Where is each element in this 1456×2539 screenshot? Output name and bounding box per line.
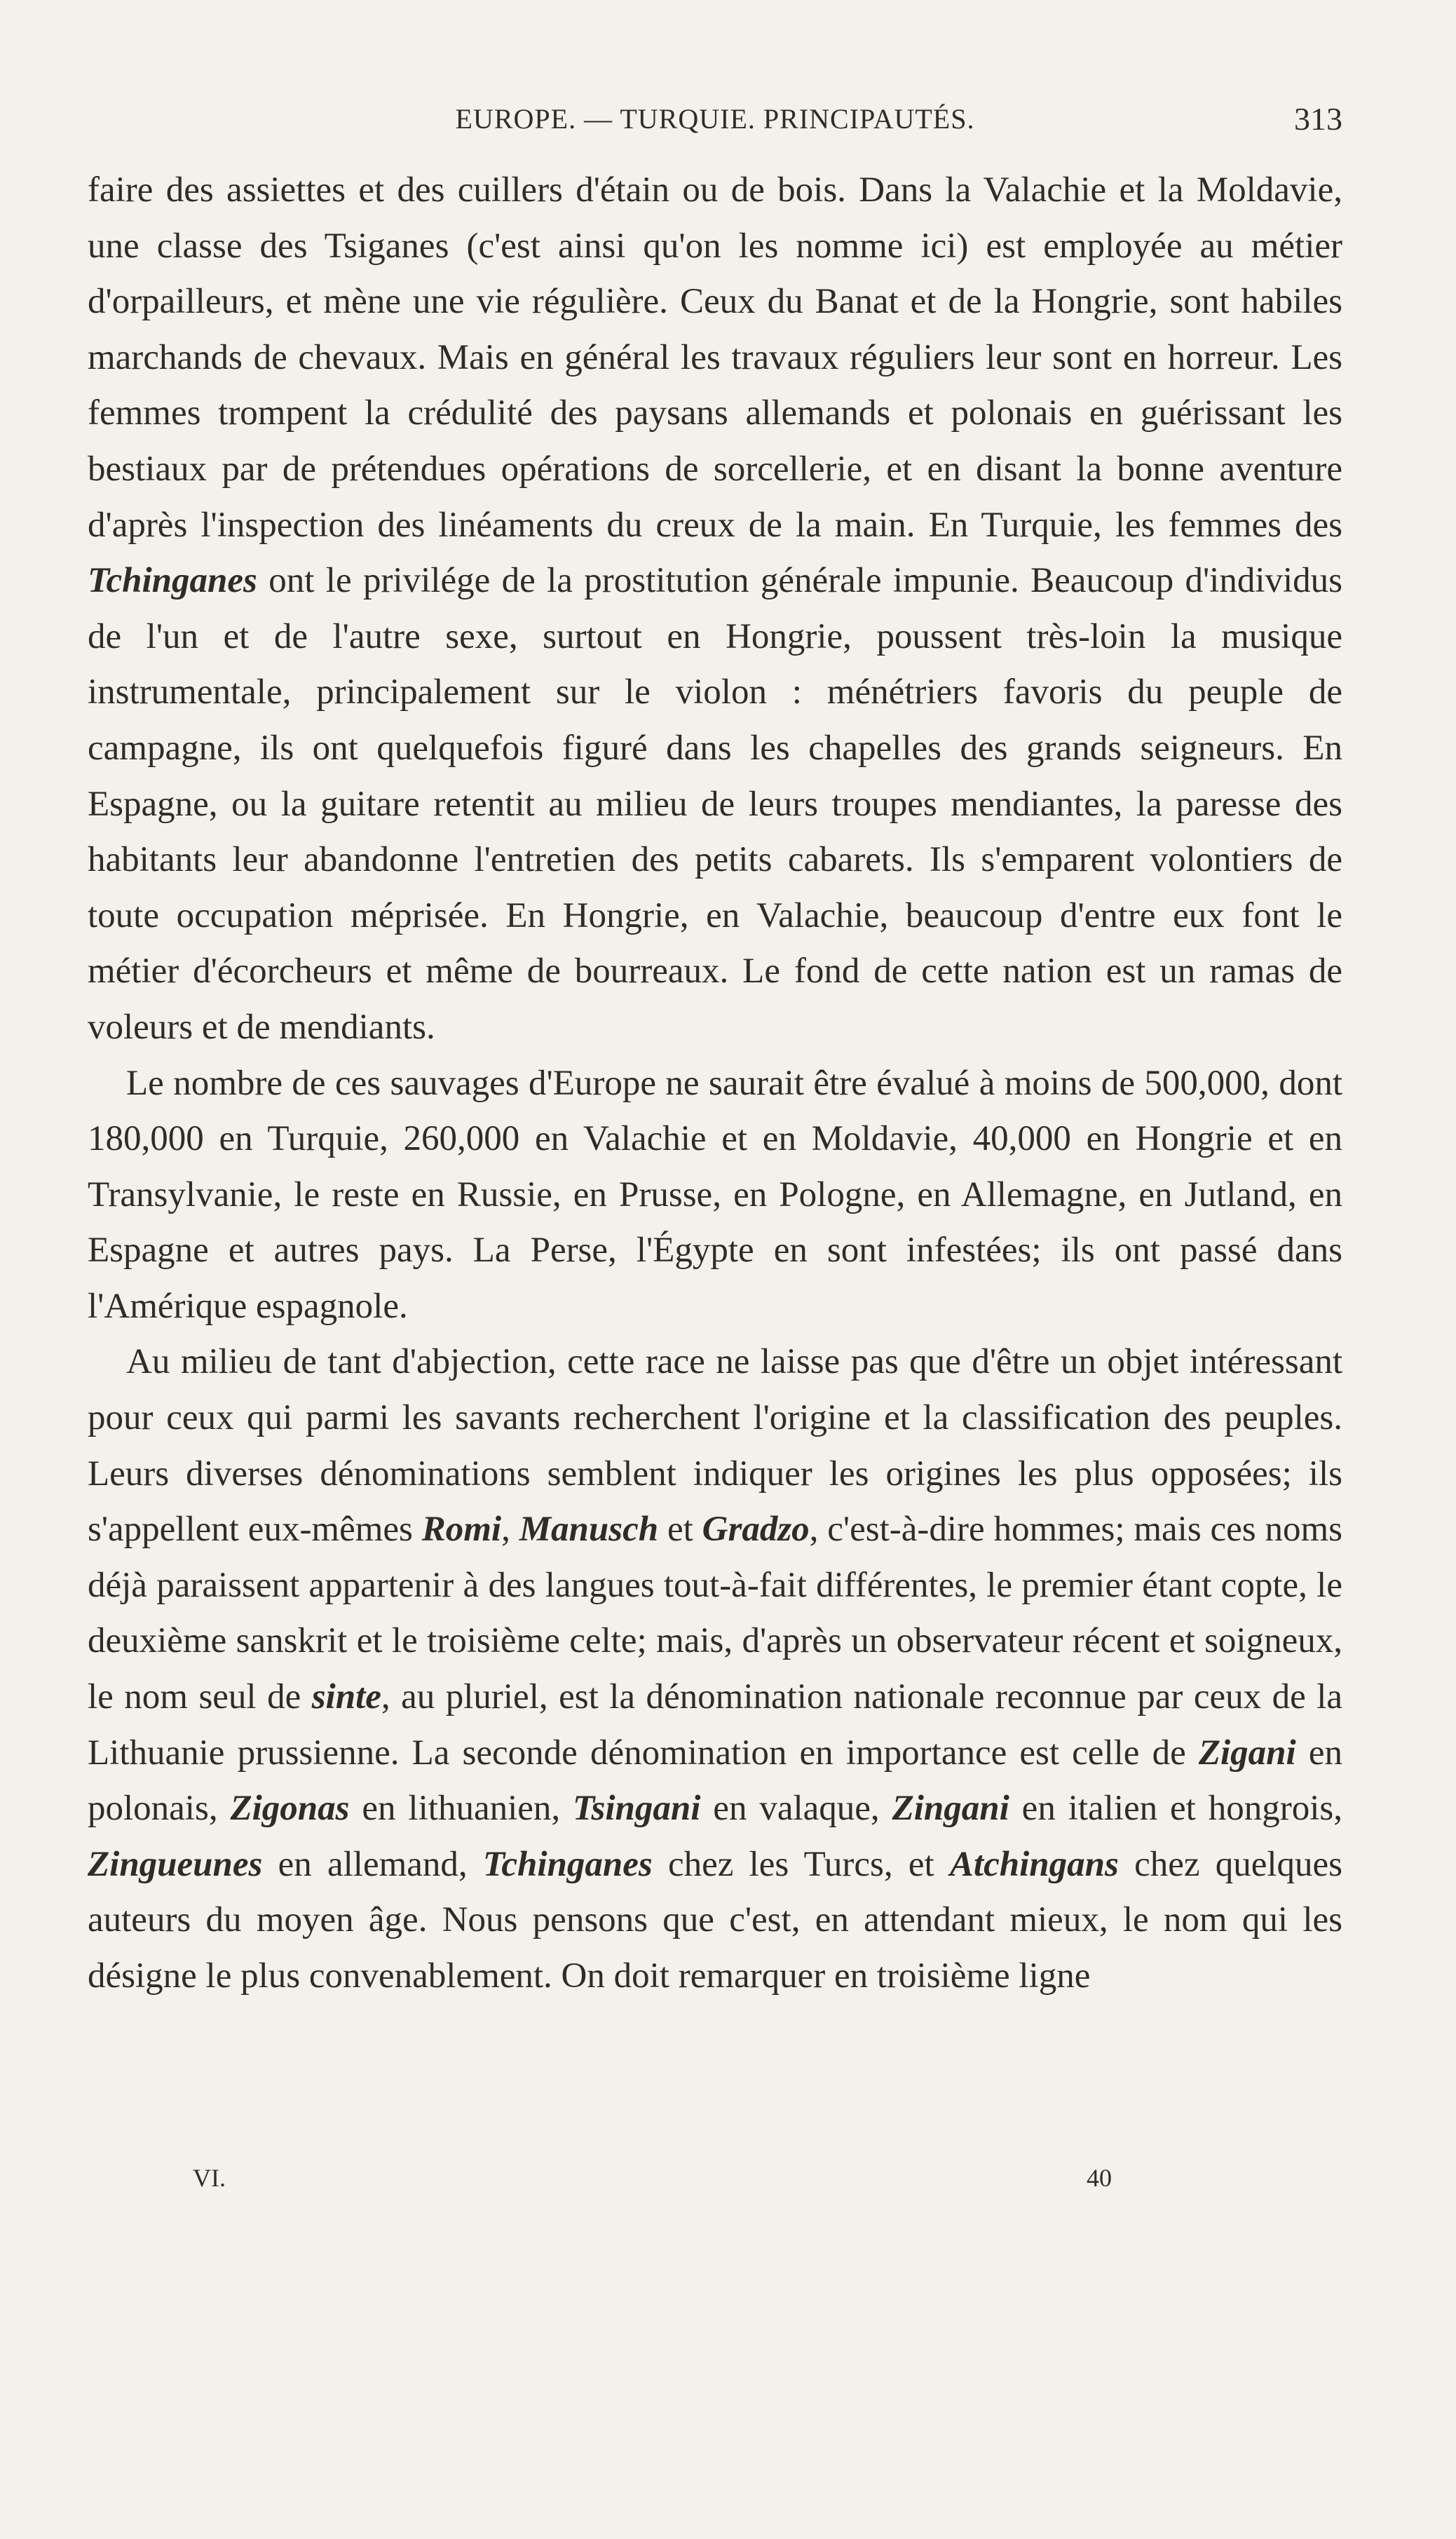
italic-term: Romi [421,1510,502,1550]
text-run: , [501,1510,519,1550]
volume-number: VI. [193,2164,226,2192]
text-run: en polonais, [88,1733,1343,1829]
paragraph [88,163,1342,1056]
text-run: chez les Turcs, et [652,1844,950,1884]
text-run: en valaque, [700,1789,892,1829]
text-run: en allemand, [262,1844,483,1884]
italic-term: Tsingani [573,1789,701,1829]
italic-term: Zigani [1198,1733,1296,1773]
italic-term: Zigonas [230,1789,350,1829]
running-header [88,98,1342,140]
text-run: faire des assiettes et des cuillers d'étain ou de bois. Dans la Valachie et la Moldavie, une classe des Tsiganes (c'est ainsi qu'on les nomme ici) est employée au métier d'orpailleurs, et mène une vie régulière. Ceux du Banat et de la Hongrie, sont habiles marchands de chevaux. Mais en général les travaux réguliers leur sont en horreur. Les femmes trompent la crédulité des paysans allemands et polonais en guérissant les bestiaux par de prétendues opérations de sorcellerie, et en disant la bonne aventure d'après l'inspection des linéaments du creux de la main. En Turquie, les femmes des [88,170,1342,545]
running-title: EUROPE. — TURQUIE. PRINCIPAUTÉS. [455,103,975,135]
text-run: en italien et hongrois, [1009,1789,1342,1829]
italic-term: Tchinganes [482,1844,653,1884]
italic-term: Gradzo [702,1510,810,1550]
text-run: Au milieu de tant d'abjection, cette race ne laisse pas que d'être un objet intéressant pour ceux qui parmi les savants recherchent l'origine et la classification des peuples. Leurs diverses dénominations semblent indiquer les origines les plus opposées; ils s'appellent eux-mêmes [88,1342,1342,1550]
text-run: en lithuanien, [349,1789,573,1829]
paragraph [88,1056,1342,1335]
text-run: Le nombre de ces sauvages d'Europe ne saurait être évalué à moins de 500,000, dont 180,000 en Turquie, 260,000 en Valachie et en Moldavie, 40,000 en Hongrie et en Transylvanie, le reste en Russie, en Prusse, en Pologne, en Allemagne, en Jutland, en Espagne et autres pays. La Perse, l'Égypte en sont infestées; ils ont passé dans l'Amérique espagnole. [88,1063,1342,1326]
text-run: et [658,1510,702,1550]
text-run: , c'est-à-dire hommes; mais ces noms déjà paraissent appartenir à des langues tout-à-fait différentes, le premier étant copte, le deuxième sanskrit et le troisième celte; mais, d'après un observateur récent et soigneux, le nom seul de [88,1510,1342,1717]
italic-term: sinte [311,1677,381,1717]
italic-term: Zingani [892,1789,1009,1829]
page-footer [88,2163,1342,2198]
italic-term: Manusch [519,1510,659,1550]
page-number: 313 [1294,101,1342,137]
text-run: ont le privilége de la prostitution générale impunie. Beaucoup d'individus de l'un et de l'autre sexe, surtout en Hongrie, poussent très-loin la musique instrumentale, principalement sur le violon : ménétriers favoris du peuple de campagne, ils ont quelquefois figuré dans les chapelles des grands seigneurs. En Espagne, ou la guitare retentit au milieu de leurs troupes mendiantes, la paresse des habitants leur abandonne l'entretien des petits cabarets. Ils s'emparent volontiers de toute occupation méprisée. En Hongrie, en Valachie, beaucoup d'entre eux font le métier d'écorcheurs et même de bourreaux. Le fond de cette nation est un ramas de voleurs et de mendiants. [88,561,1342,1047]
paragraph [88,1334,1342,2004]
italic-term: Atchingans [949,1844,1119,1884]
signature-mark: 40 [1087,2164,1112,2192]
text-run: chez quelques auteurs du moyen âge. Nous pensons que c'est, en attendant mieux, le nom qui les désigne le plus convenablement. On doit remarquer en troisième ligne [88,1844,1342,1996]
text-run: , au pluriel, est la dénomination nationale reconnue par ceux de la Lithuanie prussienne. La seconde dénomination en importance est celle de [88,1677,1343,1773]
italic-term: Tchinganes [88,561,257,601]
italic-term: Zingueunes [88,1844,263,1884]
body-text [88,163,1342,2005]
